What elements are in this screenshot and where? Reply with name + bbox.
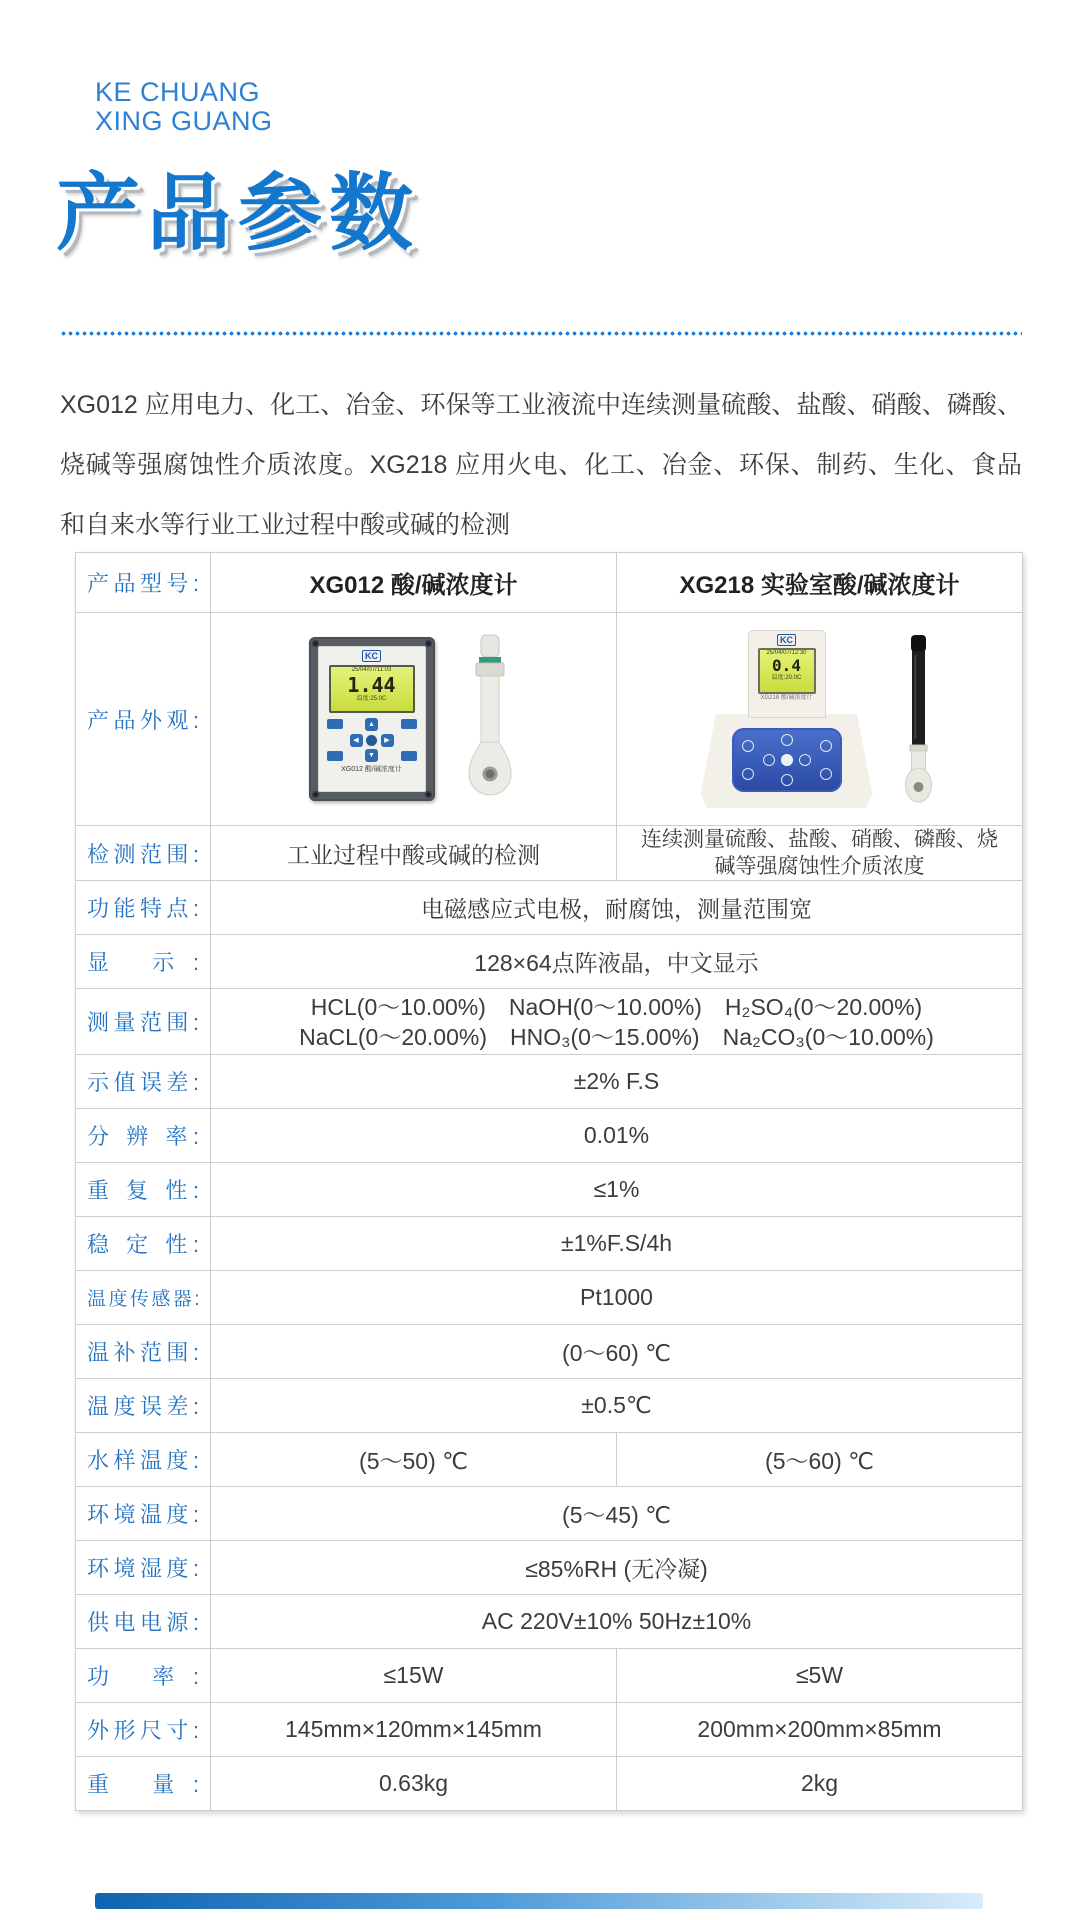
spec-label: 环境温度: bbox=[76, 1487, 211, 1541]
spec-row-stability bbox=[76, 1217, 1023, 1271]
xg012-caption: XG012 酸/碱浓度计 bbox=[341, 766, 402, 773]
intro-line: 和自来水等行业工业过程中酸或碱的检测 bbox=[60, 511, 511, 539]
dpad bbox=[350, 718, 394, 762]
xg218-image-cell bbox=[617, 613, 1023, 826]
spec-value: ±2% F.S bbox=[211, 1055, 1023, 1109]
spec-label: 环境湿度: bbox=[76, 1541, 211, 1595]
spec-row-temp-sensor bbox=[76, 1271, 1023, 1325]
screw-icon bbox=[425, 640, 432, 647]
spec-row-ambient-humidity bbox=[76, 1541, 1023, 1595]
function-key bbox=[401, 751, 417, 761]
spec-row-temp-error bbox=[76, 1379, 1023, 1433]
spec-label: 功能特点: bbox=[76, 881, 211, 935]
xg012-image-cell bbox=[211, 613, 617, 826]
xg218-caption: XG218 酸/碱浓度计 bbox=[760, 695, 813, 701]
lcd-reading: 1.44 bbox=[347, 673, 396, 697]
spec-label: 显 示: bbox=[76, 935, 211, 989]
dotted-divider bbox=[60, 331, 1022, 336]
spec-value: 0.63kg bbox=[211, 1757, 617, 1811]
spec-value: ±0.5℃ bbox=[211, 1379, 1023, 1433]
spec-value bbox=[211, 989, 1023, 1055]
function-key bbox=[327, 751, 343, 761]
intro-paragraph bbox=[60, 375, 1022, 555]
screw-icon bbox=[312, 791, 319, 798]
spec-row-temp-compensation bbox=[76, 1325, 1023, 1379]
spec-label: 温补范围: bbox=[76, 1325, 211, 1379]
xg012-controller bbox=[309, 637, 435, 801]
xg218-benchtop-meter bbox=[701, 630, 873, 808]
spec-row-model bbox=[76, 553, 1023, 613]
spec-value: Pt1000 bbox=[211, 1271, 1023, 1325]
spec-row-features bbox=[76, 881, 1023, 935]
enter-key bbox=[781, 754, 793, 766]
brand-line-2: XING GUANG bbox=[95, 106, 273, 136]
spec-value: 工业过程中酸或碱的检测 bbox=[211, 826, 617, 881]
spec-label: 温度误差: bbox=[76, 1379, 211, 1433]
spec-row-dimensions bbox=[76, 1703, 1023, 1757]
spec-value: 145mm×120mm×145mm bbox=[211, 1703, 617, 1757]
spec-label: 重 量: bbox=[76, 1757, 211, 1811]
spec-label: 重 复 性: bbox=[76, 1163, 211, 1217]
spec-label: 产品型号: bbox=[76, 553, 211, 613]
xg218-keypad bbox=[732, 728, 842, 792]
function-key bbox=[401, 719, 417, 729]
spec-value: (0～60) ℃ bbox=[211, 1325, 1023, 1379]
spec-table bbox=[75, 552, 1023, 1811]
screw-icon bbox=[425, 791, 432, 798]
spec-row-measure-range bbox=[76, 989, 1023, 1055]
spec-label: 功 率: bbox=[76, 1649, 211, 1703]
footer-accent-bar bbox=[95, 1893, 983, 1909]
spec-label: 产品外观: bbox=[76, 613, 211, 826]
spec-row-appearance bbox=[76, 613, 1023, 826]
spec-row-resolution bbox=[76, 1109, 1023, 1163]
spec-label: 检测范围: bbox=[76, 826, 211, 881]
function-key bbox=[820, 740, 832, 752]
spec-value: ≤1% bbox=[211, 1163, 1023, 1217]
xg218-electrode-probe bbox=[899, 633, 939, 805]
spec-label: 水样温度: bbox=[76, 1433, 211, 1487]
xg218-lcd-screen bbox=[758, 648, 816, 694]
spec-label: 外形尺寸: bbox=[76, 1703, 211, 1757]
page-title: 产品参数 bbox=[56, 163, 421, 262]
arrow-up-key bbox=[781, 734, 793, 746]
spec-label: 稳 定 性: bbox=[76, 1217, 211, 1271]
lcd-temp-line: 温度:20.0C bbox=[771, 675, 802, 681]
measure-range-line-1: HCL(0～10.00%) NaOH(0～10.00%) H₂SO₄(0～20.00%) bbox=[310, 993, 923, 1020]
xg012-lcd-screen bbox=[329, 665, 415, 713]
arrow-left-key bbox=[763, 754, 775, 766]
spec-value: (5～50) ℃ bbox=[211, 1433, 617, 1487]
spec-value: ≤15W bbox=[211, 1649, 617, 1703]
intro-line: 烧碱等强腐蚀性介质浓度。XG218 应用火电、化工、冶金、环保、制药、生化、食品 bbox=[60, 451, 1022, 479]
measure-range-line-2: NaCL(0～20.00%) HNO₃(0～15.00%) Na₂CO₃(0～10.00%) bbox=[299, 1023, 934, 1050]
enter-key bbox=[366, 735, 377, 746]
spec-value: 电磁感应式电极，耐腐蚀，测量范围宽 bbox=[211, 881, 1023, 935]
lcd-date-line: 25/04/07/11:03 bbox=[351, 667, 392, 673]
kc-logo: KC bbox=[777, 634, 796, 646]
spec-value: (5～45) ℃ bbox=[211, 1487, 1023, 1541]
arrow-right-icon: ▶ bbox=[381, 734, 394, 747]
function-key bbox=[327, 719, 343, 729]
function-key bbox=[742, 740, 754, 752]
spec-row-detection-range bbox=[76, 826, 1023, 881]
arrow-up-icon: ▲ bbox=[365, 718, 378, 731]
function-key bbox=[820, 768, 832, 780]
function-key bbox=[742, 768, 754, 780]
spec-value: ≤85%RH (无冷凝) bbox=[211, 1541, 1023, 1595]
screw-icon bbox=[312, 640, 319, 647]
kc-logo: KC bbox=[362, 650, 381, 662]
brand-line-1: KE CHUANG bbox=[95, 77, 261, 107]
lcd-date-line: 25/04/07/12:30 bbox=[766, 650, 807, 656]
arrow-left-icon: ◀ bbox=[350, 734, 363, 747]
spec-value: ≤5W bbox=[617, 1649, 1023, 1703]
spec-row-sample-temp bbox=[76, 1433, 1023, 1487]
xg012-sensor-probe bbox=[461, 633, 519, 805]
spec-label: 示值误差: bbox=[76, 1055, 211, 1109]
spec-row-indication-error bbox=[76, 1055, 1023, 1109]
spec-row-ambient-temp bbox=[76, 1487, 1023, 1541]
intro-line: XG012 应用电力、化工、冶金、环保等工业液流中连续测量硫酸、盐酸、硝酸、磷酸、 bbox=[60, 391, 1022, 419]
arrow-right-key bbox=[799, 754, 811, 766]
spec-label: 温度传感器: bbox=[76, 1271, 211, 1325]
spec-row-power-supply bbox=[76, 1595, 1023, 1649]
spec-value: AC 220V±10% 50Hz±10% bbox=[211, 1595, 1023, 1649]
spec-row-power bbox=[76, 1649, 1023, 1703]
spec-value: ±1%F.S/4h bbox=[211, 1217, 1023, 1271]
spec-label: 分 辨 率: bbox=[76, 1109, 211, 1163]
spec-value: 2kg bbox=[617, 1757, 1023, 1811]
model-xg012: XG012 酸/碱浓度计 bbox=[211, 553, 617, 613]
spec-value: 0.01% bbox=[211, 1109, 1023, 1163]
xg012-faceplate bbox=[318, 646, 426, 792]
xg012-keypad bbox=[319, 715, 425, 765]
lcd-reading: 0.4 bbox=[772, 656, 801, 675]
spec-row-display bbox=[76, 935, 1023, 989]
spec-value: 128×64点阵液晶，中文显示 bbox=[211, 935, 1023, 989]
xg218-base bbox=[701, 714, 873, 808]
arrow-down-icon: ▼ bbox=[365, 749, 378, 762]
xg218-product-image bbox=[617, 630, 1022, 808]
brand-text bbox=[95, 78, 273, 136]
xg218-display-housing bbox=[748, 630, 826, 718]
xg012-product-image bbox=[211, 633, 616, 805]
spec-label: 供电电源: bbox=[76, 1595, 211, 1649]
spec-value: 200mm×200mm×85mm bbox=[617, 1703, 1023, 1757]
spec-label: 测量范围: bbox=[76, 989, 211, 1055]
model-xg218: XG218 实验室酸/碱浓度计 bbox=[617, 553, 1023, 613]
lcd-temp-line: 温度:25.0C bbox=[356, 696, 387, 702]
spec-row-weight bbox=[76, 1757, 1023, 1811]
arrow-down-key bbox=[781, 774, 793, 786]
spec-value: (5～60) ℃ bbox=[617, 1433, 1023, 1487]
spec-row-repeatability bbox=[76, 1163, 1023, 1217]
spec-value: 连续测量硫酸、盐酸、硝酸、磷酸、烧碱等强腐蚀性介质浓度 bbox=[617, 826, 1023, 881]
